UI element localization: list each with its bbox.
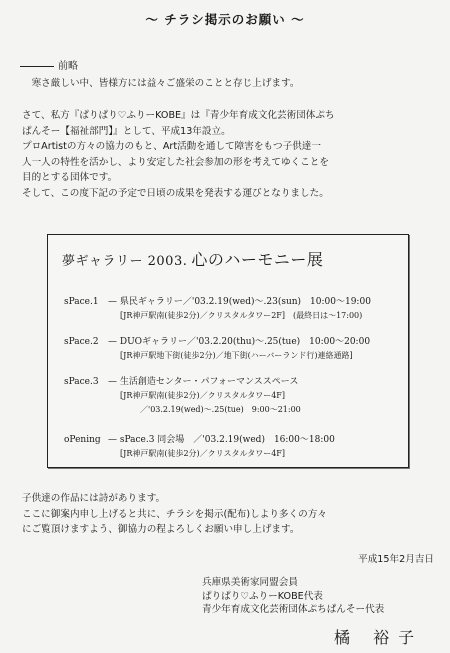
exhibition-title-main: 心のハーモニー展: [191, 250, 324, 269]
body-line: 人一人の特性を活かし、より安定した社会参加の形を考えてゆくことを: [22, 156, 329, 168]
signature-line: 青少年育成文化芸術団体ぷちぱんそー代表: [202, 604, 385, 615]
event-space-1: [64, 295, 371, 323]
event-access: [JR神戸駅南(徒歩2分)／クリスタルタワー4F]: [120, 449, 285, 458]
signature-block: [202, 576, 384, 617]
exhibition-title-prefix: 夢ギャラリー 2003.: [62, 254, 188, 269]
event-label: oPening: [64, 435, 101, 445]
closing-paragraph: [22, 491, 327, 538]
event-dates: ／'03.2.19(wed)〜.25(tue) 9:00〜21:00: [140, 405, 301, 414]
event-access: [JR神戸駅地下街(徒歩2分)／地下街(ハーバーランド行)連絡通路]: [120, 351, 353, 360]
event-space-3: [64, 375, 301, 417]
event-opening: [64, 433, 335, 461]
signature-line: ぱりぱり♡ふりーKOBE代表: [202, 590, 323, 602]
exhibition-title: [62, 247, 323, 270]
intro-line: 寒さ厳しい中、皆様方には益々ご盛栄のことと存じ上げます。: [22, 78, 300, 89]
event-detail: — 県民ギャラリー／'03.2.19(wed)〜.23(sun) 10:00〜19:00: [108, 297, 371, 307]
event-label: sPace.2: [64, 337, 99, 347]
body-paragraph: [22, 108, 335, 201]
body-line: そして、この度下記の予定で日頃の成果を発表する運びとなりました。: [22, 187, 329, 199]
page-title: 〜 チラシ掲示のお願い 〜: [145, 12, 305, 27]
body-line: さて、私方『ぱりぱり♡ふりーKOBE』は『青少年育成文化芸術団体ぷち: [22, 110, 335, 121]
event-access: [JR神戸駅南(徒歩2分)／クリスタルタワー2F] (最終日は〜17:00): [120, 311, 363, 320]
salutation-text: 前略: [58, 61, 78, 72]
closing-line: にご覧頂けますよう、御協力の程よろしくお願い申し上げます。: [22, 524, 300, 535]
event-space-2: [64, 335, 370, 363]
closing-line: ここに御案内申し上げると共に、チラシを掲示(配布)しより多くの方々: [22, 508, 327, 520]
salutation: [20, 57, 78, 72]
body-line: 目的とする団体です。: [22, 172, 118, 183]
salutation-rule: [20, 66, 54, 67]
body-line: プロArtistの方々の協力のもと、Art活動を通して障害をもつ子供達一: [22, 141, 321, 152]
event-detail: — sPace.3 同会場 ／'03.2.19(wed) 16:00〜18:00: [108, 435, 335, 445]
event-label: sPace.3: [64, 377, 99, 387]
signature-name: 橘 裕子: [334, 628, 424, 647]
body-line: ぱんそー【福祉部門】』として、平成13年設立。: [22, 125, 231, 137]
intro-paragraph: [22, 76, 299, 92]
letter-date: 平成15年2月吉日: [358, 554, 434, 565]
event-detail: — 生活創造センター・パフォーマンススペース: [108, 377, 299, 387]
event-detail: — DUOギャラリー／'03.2.20(thu)〜.25(tue) 10:00〜20:00: [108, 337, 371, 347]
event-access: [JR神戸駅南(徒歩2分)／クリスタルタワー4F]: [120, 391, 285, 400]
closing-line: 子供達の作品には詩があります。: [22, 493, 166, 504]
exhibition-box: [47, 234, 409, 468]
event-label: sPace.1: [64, 297, 99, 307]
signature-line: 兵庫県美術家同盟会員: [202, 577, 298, 588]
